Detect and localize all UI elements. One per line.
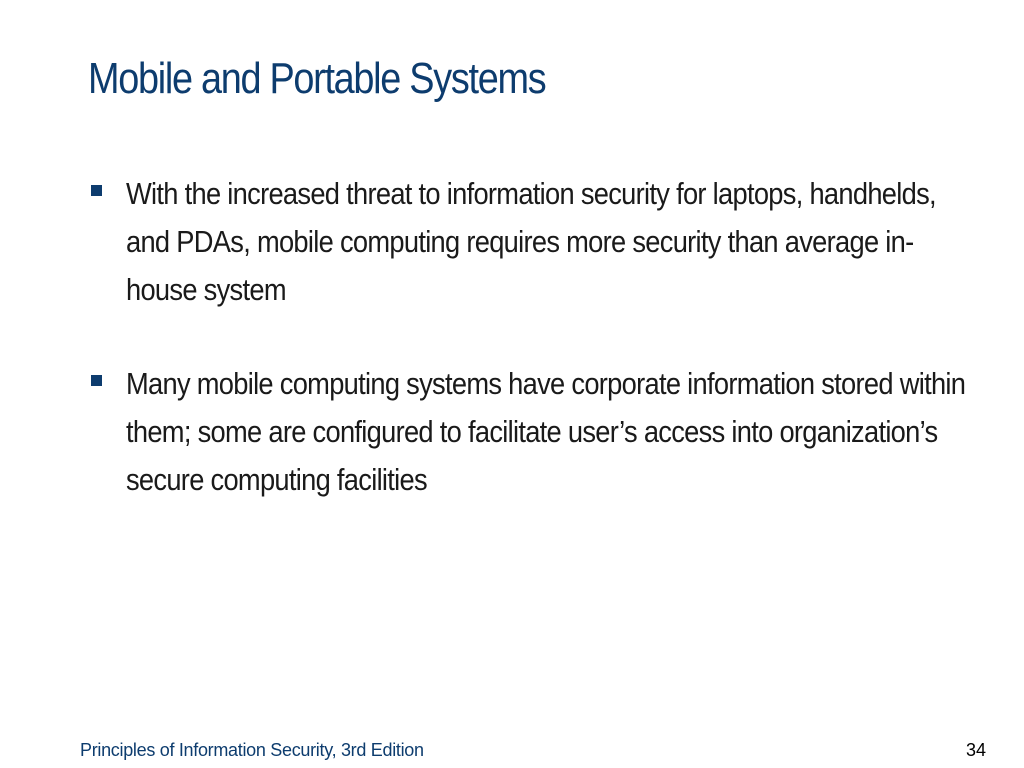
- bullet-text: With the increased threat to information security for laptops, handhelds, and PDAs, mobile computing requires more security than average in-house system: [126, 176, 936, 307]
- bullet-item: [88, 360, 988, 504]
- bullet-list: [88, 170, 988, 550]
- square-bullet-icon: [91, 185, 102, 196]
- footer-book-title: Principles of Information Security, 3rd Edition: [80, 740, 424, 760]
- bullet-text: Many mobile computing systems have corporate information stored within them; some are configured to facilitate user’s access into organization’s secure computing facilities: [126, 366, 966, 497]
- slide-title: Mobile and Portable Systems: [88, 54, 546, 103]
- page-number: 34: [965, 740, 986, 760]
- bullet-item: [88, 170, 988, 314]
- square-bullet-icon: [91, 375, 102, 386]
